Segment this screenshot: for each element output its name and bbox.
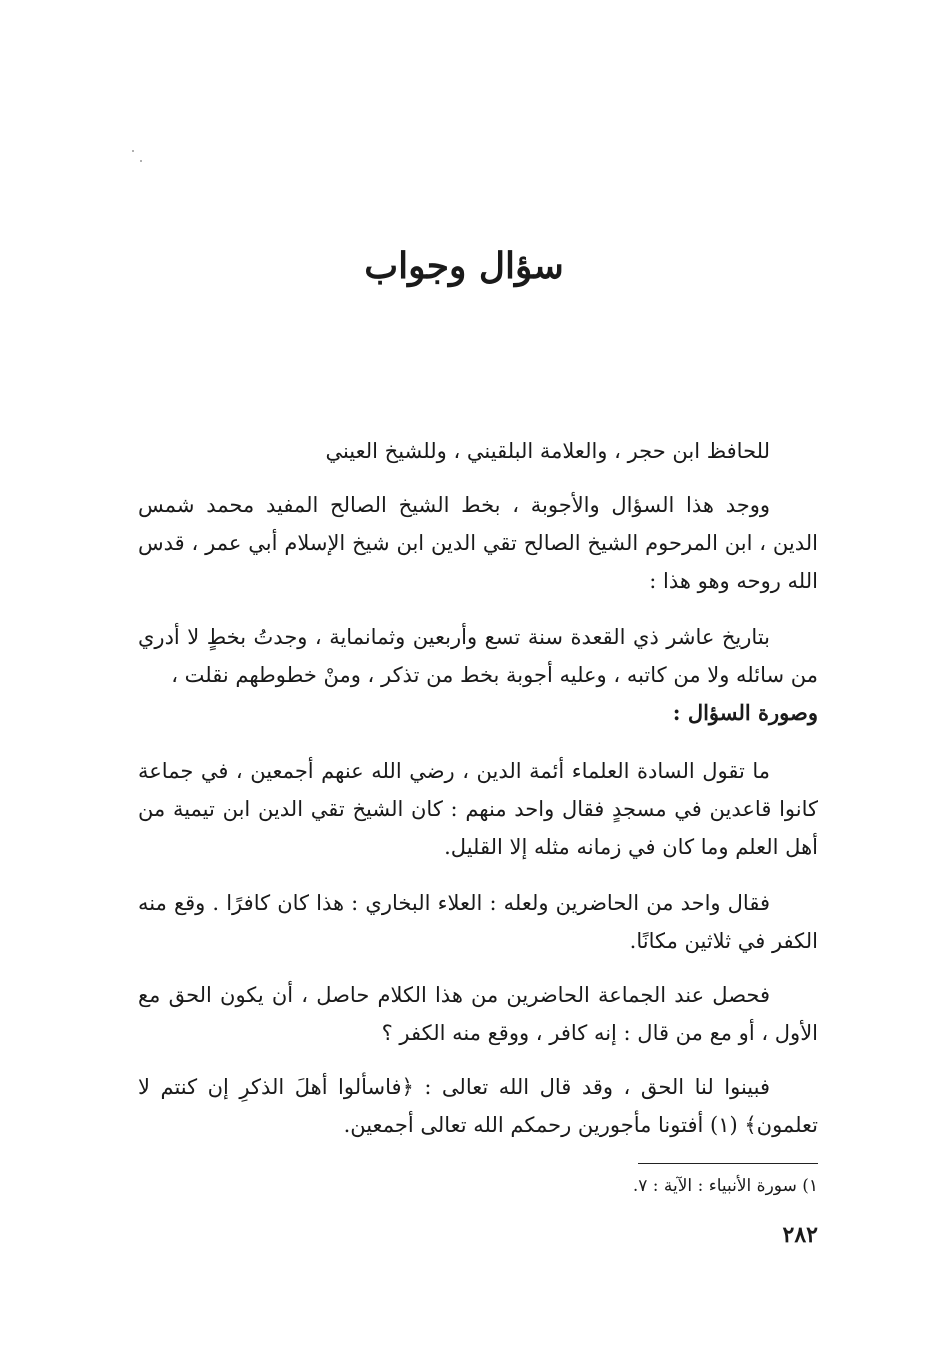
body-text-4 xyxy=(138,752,818,866)
paragraph-objection: فقال واحد من الحاضرين ولعله : العلاء البخاري : هذا كان كافرًا . وقع منه الكفر في ثلاثين مكانًا. xyxy=(138,891,818,953)
paragraph-dispute: فحصل عند الجماعة الحاضرين من هذا الكلام حاصل ، أن يكون الحق مع الأول ، أو مع من قال : إنه كافر ، ووقع منه الكفر ؟ xyxy=(138,983,818,1045)
body-text-6 xyxy=(138,976,818,1052)
body-text-1 xyxy=(138,432,818,470)
paragraph-source: ووجد هذا السؤال والأجوبة ، بخط الشيخ الصالح المفيد محمد شمس الدين ، ابن المرحوم الشيخ الصالح تقي الدين ابن شيخ الإسلام أبي عمر ، قدس الله روحه وهو هذا : xyxy=(138,493,818,593)
body-text-5 xyxy=(138,884,818,960)
footnote-divider xyxy=(638,1163,818,1164)
scan-speck xyxy=(132,150,134,152)
paragraph-date: بتاريخ عاشر ذي القعدة سنة تسع وأربعين وثمانماية ، وجدتُ بخطٍ لا أدري من سائله ولا من كاتبه ، وعليه أجوبة بخط من تذكر ، ومنْ خطوطهم نقلت ، xyxy=(138,625,818,687)
paragraph-question: ما تقول السادة العلماء أئمة الدين ، رضي الله عنهم أجمعين ، في جماعة كانوا قاعدين في مسجدٍ فقال واحد منهم : كان الشيخ تقي الدين ابن تيمية من أهل العلم وما كان في زمانه مثله إلا القليل. xyxy=(138,759,818,859)
body-text-7 xyxy=(138,1068,818,1144)
footnote: ١) سورة الأنبياء : الآية : ٧. xyxy=(632,1176,818,1196)
body-text-2 xyxy=(138,486,818,600)
paragraph-attribution: للحافظ ابن حجر ، والعلامة البلقيني ، وللشيخ العيني xyxy=(325,439,770,463)
page-title: سؤال وجواب xyxy=(364,245,564,287)
page-number: ٢٨٢ xyxy=(782,1222,818,1248)
question-heading: وصورة السؤال : xyxy=(672,700,818,725)
scan-speck xyxy=(140,160,142,162)
body-text-3 xyxy=(138,618,818,732)
paragraph-request: فبينوا لنا الحق ، وقد قال الله تعالى : ﴿فاسألوا أهلَ الذكرِ إن كنتم لا تعلمون﴾ (١) أفتونا مأجورين رحمكم الله تعالى أجمعين. xyxy=(138,1075,818,1137)
